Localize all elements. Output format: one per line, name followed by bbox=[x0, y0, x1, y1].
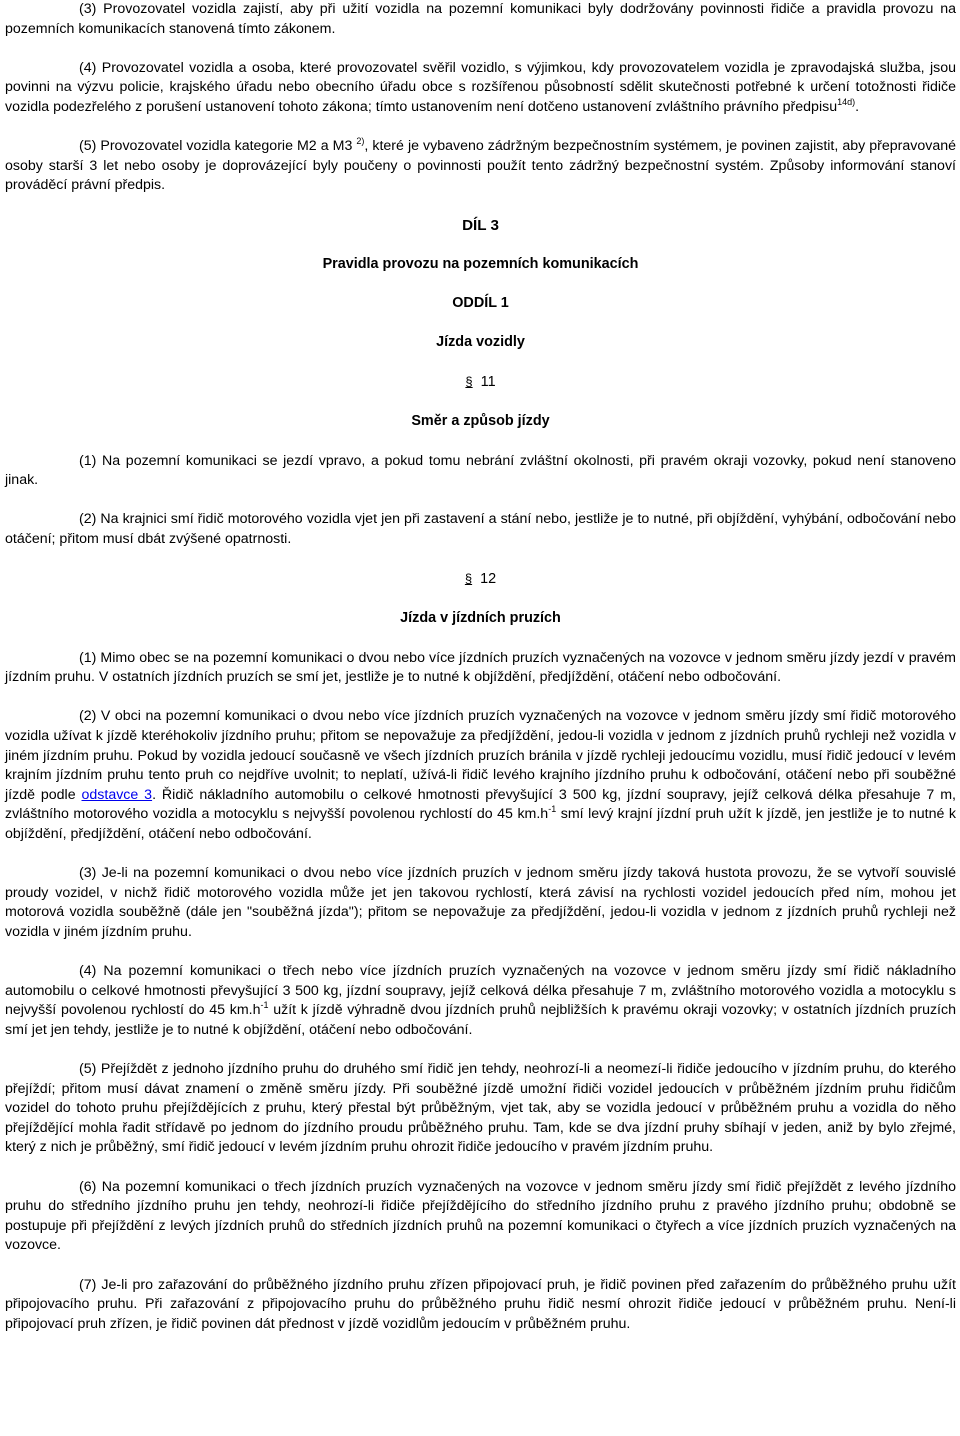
paragraph-provozovatel-4 bbox=[5, 59, 956, 118]
section-title-11: Směr a způsob jízdy bbox=[411, 413, 550, 430]
paragraph-text: (6) Na pozemní komunikaci o třech jízdních pruzích vyznačených na vozovce v jednom směru jízdy smí řidič přejíždět z levého jízdního pruhu do středního jízdního pruhu jen tehdy, neohrozí-li řidiče přejíždějícího do středního jízdního pruhu z pravého jízdního pruhu; obdobně se postupuje při přejíždění z levých jízdních pruhů do středních jízdních pruhů na pozemní komunikaci o čtyřech a více jízdních pruzích vyznačených na vozovce. bbox=[5, 1178, 956, 1254]
division-heading: ODDÍL 1 bbox=[452, 294, 509, 311]
paragraph-text: (4) Na pozemní komunikaci o třech nebo více jízdních pruzích vyznačených na vozovce v jednom směru jízdy smí řidič nákladního automobilu o celkové hmotnosti převyšující 3 500 kg, jízdní soupravy, jejíž celková délka přesahuje 7 m, zvláštního motorového vozidla a motocyklu s nejvyšší povolenou rychlostí do 45 km.h bbox=[5, 963, 956, 1019]
paragraph-12-6 bbox=[5, 1178, 956, 1256]
paragraph-text: , které je vybaveno zádržným bezpečnostním systémem, je povinen zajistit, aby přepravované osoby starší 3 let nebo osoby je doprovázející byly poučeny o povinnosti použít tento zádržný bezpečnostní systém. Způsoby informování stanoví prováděcí právní předpis. bbox=[5, 138, 956, 194]
section-number: 12 bbox=[480, 571, 497, 588]
section-number-11 bbox=[5, 372, 956, 393]
paragraph-text: (2) Na krajnici smí řidič motorového vozidla vjet jen při zastavení a stání nebo, jestliže je to nutné, při objíždění, vyhýbání, odbočování nebo otáčení; přitom musí dbát zvýšené opatrnosti. bbox=[5, 511, 956, 548]
paragraph-text: (3) Je-li na pozemní komunikaci o dvou nebo více jízdních pruzích v jednom směru jízdy taková hustota provozu, že se vytvoří souvislé proudy vozidel, v nichž řidič motorového vozidla může jet jen takovou rychlostí, která závisí na rychlosti vozidel jedoucích před ním, mohou jet motorová vozidla souběžně (dále jen "souběžná jízda"); přitom se nepovažuje za předjíždění, jedou-li vozidla v jednom z jízdních pruhů rychleji než vozidla v jiném jízdním pruhu. bbox=[5, 865, 956, 940]
paragraph-text: (1) Na pozemní komunikaci se jezdí vpravo, a pokud tomu nebrání zvláštní okolnosti, při pravém okraji vozovky, pokud není stanoveno jinak. bbox=[5, 452, 956, 489]
section-title-12: Jízda v jízdních pruzích bbox=[400, 610, 561, 627]
paragraph-text: . bbox=[855, 98, 860, 115]
section-number: 11 bbox=[480, 374, 496, 391]
paragraph-12-2 bbox=[5, 707, 956, 844]
division-title: Jízda vozidly bbox=[436, 334, 525, 351]
paragraph-12-4 bbox=[5, 962, 956, 1040]
paragraph-12-3 bbox=[5, 864, 956, 942]
paragraph-12-7 bbox=[5, 1276, 956, 1335]
paragraph-provozovatel-3 bbox=[5, 0, 956, 39]
paragraph-text: (5) Provozovatel vozidla kategorie M2 a M3 bbox=[79, 138, 357, 155]
paragraph-12-1 bbox=[5, 649, 956, 688]
superscript: -1 bbox=[260, 1000, 269, 1011]
paragraph-text: . Řidič nákladního automobilu o celkové hmotnosti převyšující 3 500 kg, jízdní soupravy, jejíž celková délka přesahuje 7 m, zvláštního motorového vozidla a motocyklu s nejvyšší povolenou rychlostí do 45 km.h bbox=[5, 786, 956, 823]
paragraph-12-5 bbox=[5, 1060, 956, 1158]
paragraph-text: (2) V obci na pozemní komunikaci o dvou nebo více jízdních pruzích vyznačených na vozovce v jednom směru jízdy smí řidič motorového vozidla užívat k jízdě kteréhokoliv jízdního pruhu; přitom se nepovažuje za předjíždění, jedou-li vozidla v jednom z jízdních pruhů rychleji než vozidla v jiném jízdním pruhu. Pokud by vozidla jedoucí současně ve všech jízdních pruzích bránila v jízdě rychleji jedoucímu vozidlu, musí řidič jedoucí v levém krajním jízdním pruhu tento pruh co nejdříve uvolnit; to neplatí, užívá-li řidič levého krajního jízdního pruhu k odbočování, otáčení nebo při souběžné jízdě podle bbox=[5, 708, 956, 803]
part-heading: DÍL 3 bbox=[462, 216, 499, 234]
paragraph-text: (3) Provozovatel vozidla zajistí, aby při užití vozidla na pozemní komunikaci byly dodržovány povinnosti řidiče a pravidla provozu na pozemních komunikacích stanovená tímto zákonem. bbox=[5, 1, 956, 37]
superscript: -1 bbox=[548, 804, 557, 815]
paragraph-11-2 bbox=[5, 510, 956, 549]
paragraph-text: smí levý krajní jízdní pruh užít k jízdě, jen jestliže je to nutné k objíždění, předjíždění, otáčení nebo odbočování. bbox=[5, 806, 956, 842]
link-odstavce-3[interactable]: odstavce 3 bbox=[81, 786, 153, 803]
paragraph-text: (4) Provozovatel vozidla a osoba, které provozovatel svěřil vozidlo, s výjimkou, kdy provozovatelem vozidla je zpravodajská služba, jsou povinni na výzvu policie, krajského úřadu nebo obecního úřadu obce s rozšířenou působností sdělit skutečnosti potřebné k určení totožnosti řidiče vozidla podezřelého z porušení ustanovení tohoto zákona; tímto ustanovením není dotčeno ustanovení zvláštního právního předpisu bbox=[5, 59, 956, 115]
paragraph-text: (1) Mimo obec se na pozemní komunikaci o dvou nebo více jízdních pruzích vyznačených na vozovce v jednom směru jízdy jezdí v pravém jízdním pruhu. V ostatních jízdních pruzích se smí jet, jestliže je to nutné k objíždění, předjíždění, otáčení nebo odbočování. bbox=[5, 649, 956, 686]
paragraph-text: (5) Přejíždět z jednoho jízdního pruhu do druhého smí řidič jen tehdy, neohrozí-li a neomezí-li řidiče jedoucího v jízdním pruhu, do kterého přejíždí; přitom musí dávat znamení o změně směru jízdy. Při souběžné jízdě umožní řidiči vozidel jedoucích v průběžném jízdním pruhu řidičům vozidel do tohoto pruhu přejíždějících z pruhu, který přestal být průběžným, vjet tak, aby se vozidla jedoucí v průběžném pruhu a vozidla do něho přejíždějící mohla řadit střídavě po jednom do jízdního proudu průběžného pruhu. Tam, kde se dva jízdní pruhy sbíhají v jeden, aniž by bylo zřejmé, který z nich je průběžný, smí řidič jedoucí v levém jízdním pruhu ohrozit řidiče jedoucího v pravém jízdním pruhu. bbox=[5, 1061, 956, 1156]
footnote-reference: 14d) bbox=[837, 96, 856, 107]
paragraph-11-1 bbox=[5, 452, 956, 491]
section-sign-icon: § bbox=[464, 571, 473, 587]
part-title: Pravidla provozu na pozemních komunikacích bbox=[322, 255, 639, 272]
footnote-reference: 2) bbox=[356, 136, 365, 147]
section-number-12 bbox=[5, 569, 956, 590]
document-page bbox=[5, 0, 956, 1334]
paragraph-provozovatel-5 bbox=[5, 137, 956, 196]
paragraph-text: užít k jízdě výhradně dvou jízdních pruhů nejbližších k pravému okraji vozovky; v ostatních jízdních pruzích smí jet jen tehdy, jestliže je to nutné k objíždění, otáčení nebo odbočování. bbox=[5, 1002, 956, 1038]
section-sign-icon: § bbox=[465, 374, 473, 390]
paragraph-text: (7) Je-li pro zařazování do průběžného jízdního pruhu zřízen připojovací pruh, je řidič povinen před zařazením do průběžného pruhu užít připojovacího pruhu. Při zařazování z připojovacího pruhu do průběžného pruhu řidič nesmí ohrozit řidiče jedoucí v průběžném pruhu. Není-li připojovací pruh zřízen, je řidič povinen dát přednost v jízdě vozidlům jedoucím v průběžném pruhu. bbox=[5, 1276, 956, 1332]
